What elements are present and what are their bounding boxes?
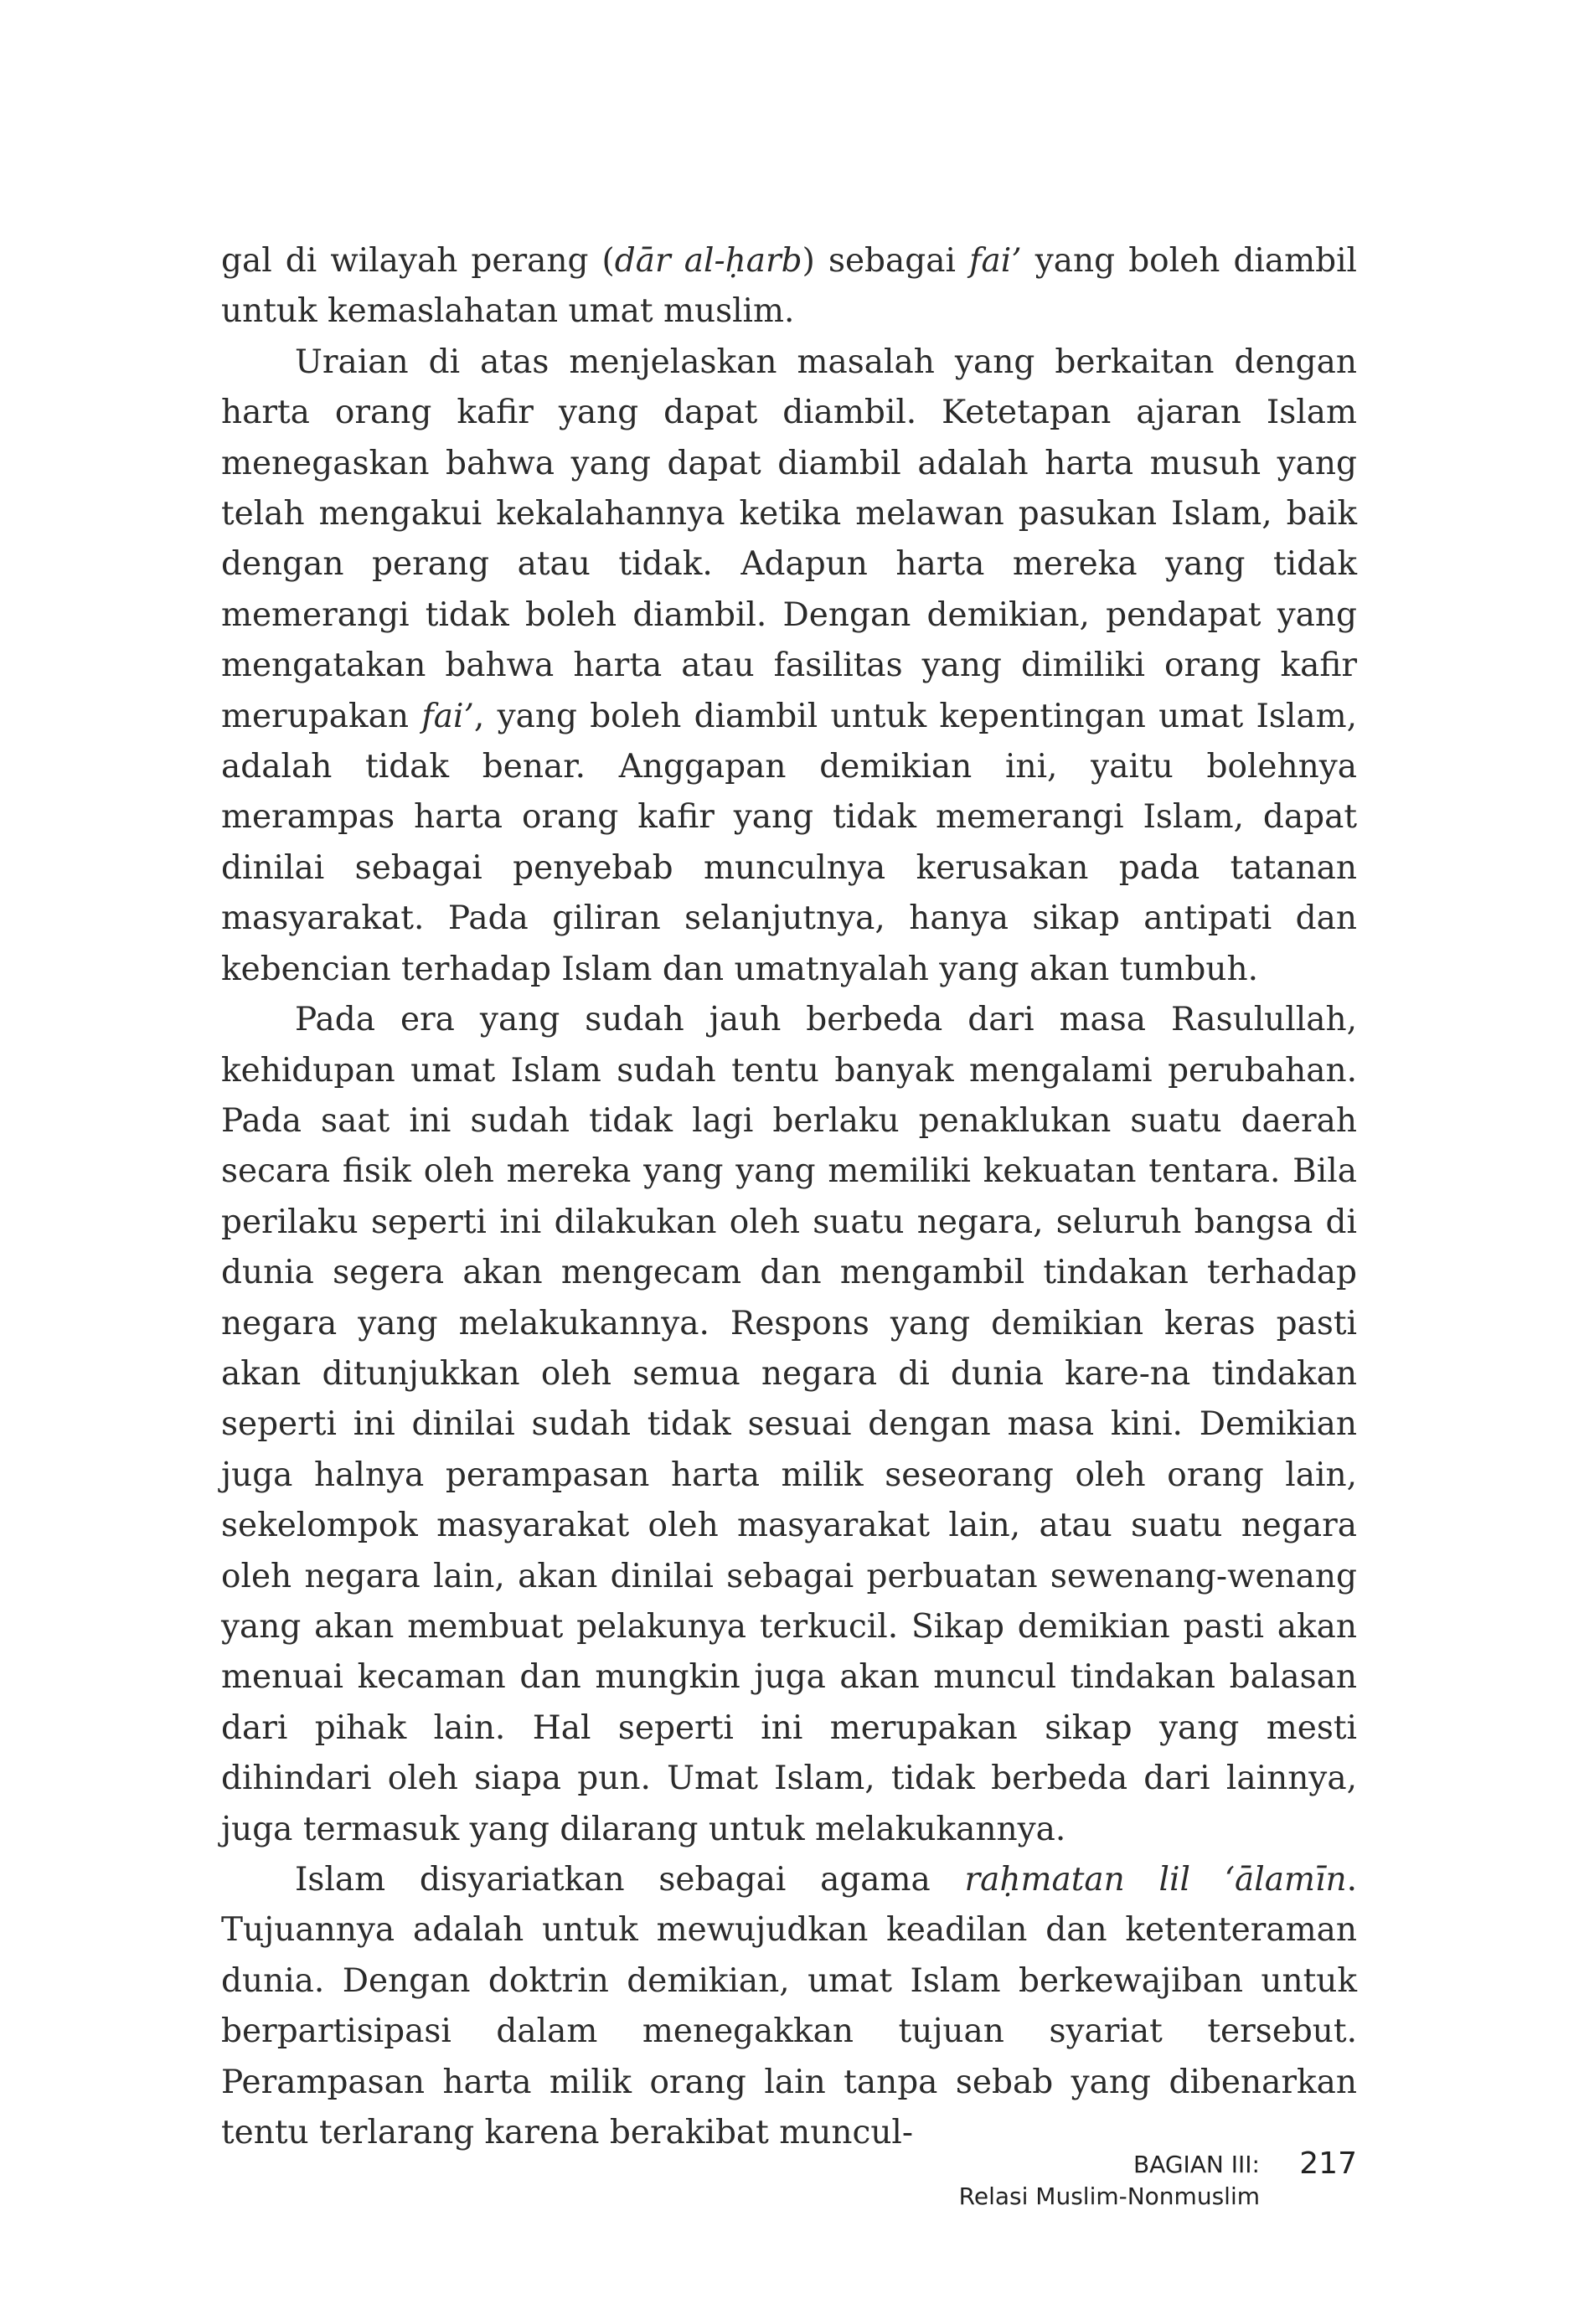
paragraph-3: Pada era yang sudah jauh berbeda dari masa Rasulullah, kehidupan umat Islam sudah tentu banyak mengalami perubahan. Pada saat ini sudah tidak lagi berlaku penaklukan suatu daerah secara fisik oleh mereka yang yang memiliki kekuatan tentara. Bila perilaku seperti ini dilakukan oleh suatu negara, seluruh bangsa di dunia segera akan mengecam dan mengambil tindakan terhadap negara yang melakukannya. Respons yang demikian keras pasti akan ditunjukkan oleh semua negara di dunia kare-na tindakan seperti ini dinilai sudah tidak sesuai dengan masa kini. Demikian juga halnya perampasan harta milik seseorang oleh orang lain, sekelompok masyarakat oleh masyarakat lain, atau suatu negara oleh negara lain, akan dinilai sebagai perbuatan sewenang-wenang yang akan membuat pelakunya terkucil. Sikap demikian pasti akan menuai kecaman dan mungkin juga akan muncul tindakan balasan dari pihak lain. Hal seperti ini merupakan sikap yang mesti dihindari oleh siapa pun. Umat Islam, tidak berbeda dari lainnya, juga termasuk yang dilarang untuk melakukannya.	[221, 1001, 1357, 1848]
footer-section-subtitle: Relasi Muslim-Nonmuslim	[958, 2182, 1260, 2210]
italic-term: fai’	[421, 697, 474, 735]
paragraph-1	[221, 236, 1357, 338]
page-number: 217	[1299, 2146, 1357, 2181]
text-span: ) sebagai	[802, 242, 970, 280]
text-span: . Tujuannya adalah untuk mewujudkan keadilan dan ketenteraman dunia. Dengan doktrin demikian, umat Islam berkewajiban untuk berpartisipasi dalam menegakkan tujuan syariat tersebut. Perampasan harta milik orang lain tanpa sebab yang dibenarkan tentu terlarang karena berakibat muncul-	[221, 1861, 1357, 2152]
italic-term: dār al-ḥarb	[614, 242, 802, 280]
paragraph-2	[221, 338, 1357, 995]
body-text	[221, 236, 1357, 2158]
footer-section-label: BAGIAN III:	[1133, 2151, 1260, 2178]
italic-term: fai’	[969, 242, 1022, 280]
page-footer	[958, 2146, 1357, 2213]
text-span: gal di wilayah perang (	[221, 242, 615, 280]
text-span: Uraian di atas menjelaskan masalah yang berkaitan dengan harta orang kafir yang dapat diambil. Ketetapan ajaran Islam menegaskan bahwa yang dapat diambil adalah harta musuh yang telah mengakui kekalahannya ketika melawan pasukan Islam, baik dengan perang atau tidak. Adapun harta mereka yang tidak memerangi tidak boleh diambil. Dengan demikian, pendapat yang mengatakan bahwa harta atau fasilitas yang dimiliki orang kafir merupakan	[221, 343, 1357, 735]
paragraph-4	[221, 1855, 1357, 2158]
text-span: , yang boleh diambil untuk kepentingan umat Islam, adalah tidak benar. Anggapan demikian ini, yaitu bolehnya merampas harta orang kafir yang tidak memerangi Islam, dapat dinilai sebagai penyebab munculnya kerusakan pada tatanan masyarakat. Pada giliran selanjutnya, hanya sikap antipati dan kebencian terhadap Islam dan umatnyalah yang akan tumbuh.	[221, 697, 1358, 988]
italic-term: raḥmatan lil ‘ālamīn	[964, 1861, 1347, 1899]
text-span: yang boleh diambil untuk kemaslahatan umat muslim.	[221, 242, 1358, 331]
text-span: Islam disyariatkan sebagai agama	[295, 1861, 965, 1899]
